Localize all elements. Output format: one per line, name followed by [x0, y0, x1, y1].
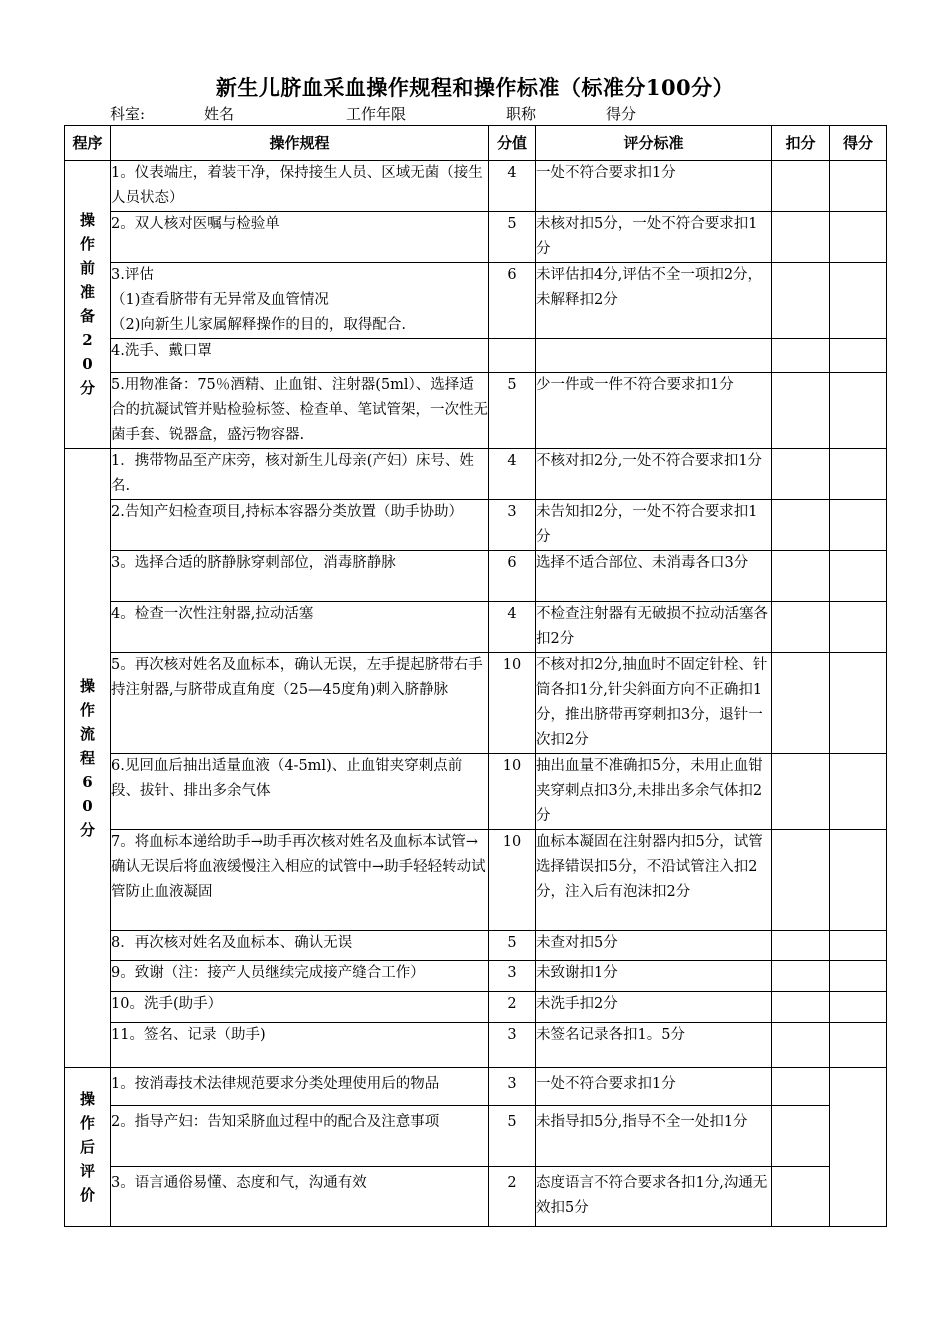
table-row	[65, 830, 887, 931]
deduct-cell[interactable]	[772, 602, 830, 653]
deduct-cell[interactable]	[772, 754, 830, 830]
row-operation-line: （2)向新生儿家属解释操作的目的，取得配合.	[111, 317, 406, 333]
score-cell[interactable]	[830, 992, 887, 1023]
row-points: 5	[489, 373, 536, 449]
table-row	[65, 961, 887, 992]
row-operation: 6.见回血后抽出适量血液（4-5ml)、止血钳夹穿刺点前段、拔针、排出多余气体	[111, 754, 489, 830]
row-points: 5	[489, 931, 536, 961]
row-criteria: 态度语言不符合要求各扣1分,沟通无效扣5分	[536, 1167, 772, 1227]
row-points: 2	[489, 1167, 536, 1227]
deduct-cell[interactable]	[772, 212, 830, 263]
table-row	[65, 1068, 887, 1106]
row-points: 10	[489, 830, 536, 931]
score-cell[interactable]	[830, 161, 887, 212]
row-points: 5	[489, 1106, 536, 1167]
score-cell[interactable]	[830, 449, 887, 500]
row-operation: 2。双人核对医嘱与检验单	[111, 212, 489, 263]
row-operation: 2.告知产妇检查项目,持标本容器分类放置（助手协助）	[111, 500, 489, 551]
name-label: 姓名	[204, 105, 235, 123]
row-operation: 3。选择合适的脐静脉穿刺部位，消毒脐静脉	[111, 551, 489, 602]
row-criteria: 未签名记录各扣1。5分	[536, 1023, 772, 1068]
row-criteria: 未评估扣4分,评估不全一项扣2分，未解释扣2分	[536, 263, 772, 339]
table-row	[65, 551, 887, 602]
row-criteria: 一处不符合要求扣1分	[536, 161, 772, 212]
table-header-row	[65, 126, 887, 161]
score-cell[interactable]	[830, 602, 887, 653]
table-row	[65, 212, 887, 263]
row-operation: 8．再次核对姓名及血标本、确认无误	[111, 931, 489, 961]
deduct-cell[interactable]	[772, 263, 830, 339]
row-operation: 9。致谢（注：接产人员继续完成接产缝合工作）	[111, 961, 489, 992]
deduct-cell[interactable]	[772, 1068, 830, 1106]
table-row	[65, 373, 887, 449]
row-operation: 4。检查一次性注射器,拉动活塞	[111, 602, 489, 653]
row-criteria: 少一件或一件不符合要求扣1分	[536, 373, 772, 449]
row-operation: 1。按消毒技术法律规范要求分类处理使用后的物品	[111, 1068, 489, 1106]
deduct-cell[interactable]	[772, 1167, 830, 1227]
deduct-cell[interactable]	[772, 1106, 830, 1167]
deduct-cell[interactable]	[772, 1023, 830, 1068]
score-cell[interactable]	[830, 551, 887, 602]
row-operation: 10。洗手(助手）	[111, 992, 489, 1023]
row-criteria: 血标本凝固在注射器内扣5分，试管选择错误扣5分，不沿试管注入扣2分，注入后有泡沫扣2分	[536, 830, 772, 931]
row-operation: 1。仪表端庄，着装干净，保持接生人员、区域无菌（接生人员状态）	[111, 161, 489, 212]
row-criteria: 未查对扣5分	[536, 931, 772, 961]
table-row	[65, 449, 887, 500]
row-points: 5	[489, 212, 536, 263]
row-criteria	[536, 339, 772, 373]
score-cell[interactable]	[830, 263, 887, 339]
table-row	[65, 1167, 887, 1227]
deduct-cell[interactable]	[772, 449, 830, 500]
row-points: 3	[489, 961, 536, 992]
section-post: 操作后评价	[65, 1068, 111, 1227]
deduct-cell[interactable]	[772, 339, 830, 373]
row-criteria: 一处不符合要求扣1分	[536, 1068, 772, 1106]
section-flow: 操作流程60分	[65, 449, 111, 1068]
table-row	[65, 992, 887, 1023]
score-cell[interactable]	[830, 373, 887, 449]
row-points: 3	[489, 1068, 536, 1106]
table-row	[65, 1106, 887, 1167]
score-cell[interactable]	[830, 931, 887, 961]
table-row	[65, 653, 887, 754]
scoring-table	[64, 125, 887, 1227]
section-pre: 操作前准备20分	[65, 161, 111, 449]
table-row	[65, 339, 887, 373]
deduct-cell[interactable]	[772, 161, 830, 212]
row-operation: 2。指导产妇：告知采脐血过程中的配合及注意事项	[111, 1106, 489, 1167]
row-points: 3	[489, 1023, 536, 1068]
deduct-cell[interactable]	[772, 653, 830, 754]
score-cell[interactable]	[830, 754, 887, 830]
row-points: 6	[489, 263, 536, 339]
row-criteria: 未告知扣2分，一处不符合要求扣1分	[536, 500, 772, 551]
deduct-cell[interactable]	[772, 500, 830, 551]
row-criteria: 未致谢扣1分	[536, 961, 772, 992]
deduct-cell[interactable]	[772, 373, 830, 449]
row-operation: 3。语言通俗易懂、态度和气，沟通有效	[111, 1167, 489, 1227]
header-criteria: 评分标准	[536, 126, 772, 161]
score-cell[interactable]	[830, 212, 887, 263]
row-points: 6	[489, 551, 536, 602]
row-points	[489, 339, 536, 373]
header-section: 程序	[65, 126, 111, 161]
years-label: 工作年限	[346, 105, 407, 123]
row-points: 4	[489, 602, 536, 653]
table-row	[65, 263, 887, 339]
header-points: 分值	[489, 126, 536, 161]
table-row	[65, 161, 887, 212]
rank-label: 职称	[506, 105, 537, 123]
row-points: 3	[489, 500, 536, 551]
page-title: 新生儿脐血采血操作规程和操作标准（标准分100分）	[215, 75, 735, 100]
row-points: 4	[489, 449, 536, 500]
row-operation: 7。将血标本递给助手→助手再次核对姓名及血标本试管→确认无误后将血液缓慢注入相应的试管中→助手轻轻转动试管防止血液凝固	[111, 830, 489, 931]
score-label: 得分	[606, 105, 637, 123]
table-row	[65, 754, 887, 830]
row-points: 10	[489, 653, 536, 754]
row-points: 10	[489, 754, 536, 830]
row-operation: 5.用物准备：75％酒精、止血钳、注射器(5ml）、选择适合的抗凝试管并贴检验标签、检查单、笔试管架，一次性无菌手套、锐器盒，盛污物容器.	[111, 373, 489, 449]
deduct-cell[interactable]	[772, 931, 830, 961]
header-operation: 操作规程	[111, 126, 489, 161]
table-row	[65, 602, 887, 653]
header-got: 得分	[830, 126, 887, 161]
row-criteria: 未核对扣5分，一处不符合要求扣1分	[536, 212, 772, 263]
row-operation-line: （1)查看脐带有无异常及血管情况	[111, 292, 329, 308]
row-criteria: 抽出血量不准确扣5分，未用止血钳夹穿刺点扣3分,未排出多余气体扣2分	[536, 754, 772, 830]
row-criteria: 不核对扣2分,一处不符合要求扣1分	[536, 449, 772, 500]
header-deduct: 扣分	[772, 126, 830, 161]
table-row	[65, 500, 887, 551]
score-cell[interactable]	[830, 830, 887, 931]
score-cell[interactable]	[830, 1023, 887, 1068]
score-cell[interactable]	[830, 339, 887, 373]
score-cell[interactable]	[830, 500, 887, 551]
row-criteria: 选择不适合部位、未消毒各口3分	[536, 551, 772, 602]
row-points: 4	[489, 161, 536, 212]
deduct-cell[interactable]	[772, 830, 830, 931]
dept-label: 科室:	[110, 105, 146, 123]
row-operation: 11。签名、记录（助手)	[111, 1023, 489, 1068]
row-points: 2	[489, 992, 536, 1023]
deduct-cell[interactable]	[772, 551, 830, 602]
deduct-cell[interactable]	[772, 992, 830, 1023]
row-operation-line: 3.评估	[111, 267, 154, 283]
row-operation: 4.洗手、戴口罩	[111, 339, 489, 373]
row-criteria: 未洗手扣2分	[536, 992, 772, 1023]
row-criteria: 不检查注射器有无破损不拉动活塞各扣2分	[536, 602, 772, 653]
table-row	[65, 1023, 887, 1068]
row-criteria: 不核对扣2分,抽血时不固定针栓、针筒各扣1分,针尖斜面方向不正确扣1分，推出脐带再穿刺扣3分，退针一次扣2分	[536, 653, 772, 754]
score-cell[interactable]	[830, 653, 887, 754]
row-criteria: 未指导扣5分,指导不全一处扣1分	[536, 1106, 772, 1167]
table-row	[65, 931, 887, 961]
row-operation: 1．携带物品至产床旁，核对新生儿母亲(产妇）床号、姓名.	[111, 449, 489, 500]
row-operation: 5。再次核对姓名及血标本，确认无误，左手提起脐带右手持注射器,与脐带成直角度（25—45度角)刺入脐静脉	[111, 653, 489, 754]
deduct-cell[interactable]	[772, 961, 830, 992]
score-cell[interactable]	[830, 1068, 887, 1227]
score-cell[interactable]	[830, 961, 887, 992]
row-operation	[111, 263, 489, 339]
